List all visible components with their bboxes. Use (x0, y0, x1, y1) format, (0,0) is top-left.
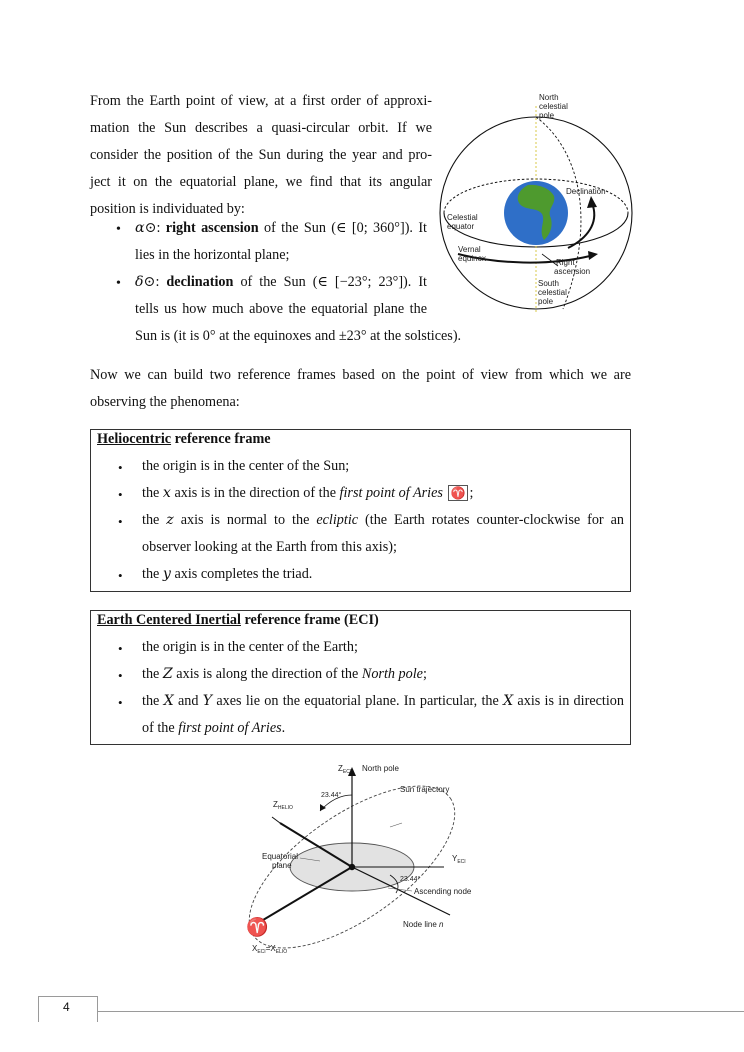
intro-line: consider the position of the Sun during the year and pro- (90, 147, 432, 163)
alpha-symbol: α⊙ (135, 220, 157, 236)
var-Z: Z (162, 666, 173, 682)
title-rest: reference frame (ECI) (240, 612, 379, 628)
label-right-ascension: ascension (554, 267, 591, 276)
label-y-eci: $Y_{ECI}$ (452, 854, 466, 865)
label-sun-trajectory: Sun trajectory (400, 785, 450, 794)
z-helio-axis-tip (272, 817, 280, 823)
label-z-eci: $Z_{ECI}$ (338, 764, 352, 775)
var-X: X (503, 693, 514, 709)
label-ascending-node: Ascending node (414, 887, 472, 896)
em-north-pole: North pole (361, 666, 423, 682)
term-declination: declination (166, 274, 234, 290)
bullet-text: of the Sun (∈ [−23°; 23°]). It (240, 274, 428, 290)
page-number: 4 (63, 1000, 70, 1014)
bullet-dot: • (118, 514, 123, 529)
term-right-ascension: right ascension (165, 220, 259, 236)
label-declination: Declination (566, 187, 606, 196)
bullet-dot: • (118, 460, 123, 475)
footer-rule (98, 1011, 744, 1012)
frames-intro-line: Now we can build two reference frames based on the point of view from which we are (90, 367, 631, 383)
label-celestial-equator: Celestial (447, 213, 478, 222)
aries-icon: ♈ (246, 917, 269, 938)
label-vernal-equinox: equinox (458, 254, 487, 263)
helio-item-x-axis: the x axis is in the direction of the first point of Aries ♈ ; (142, 485, 474, 501)
item-text: observer looking at the Earth from this axis); (142, 539, 397, 555)
helio-item-z-axis: the z axis is normal to the ecliptic (the Earth rotates counter-clockwise for an observer looking at the Earth from this axis); (142, 507, 624, 561)
eci-box (90, 610, 631, 745)
celestial-sphere-figure (438, 88, 634, 314)
label-z-helio: $Z_{HELIO}$ (273, 800, 293, 811)
title-rest: reference frame (171, 431, 271, 447)
bullet-dot: • (118, 668, 123, 683)
label-south-pole: South (538, 279, 559, 288)
eci-item-xy-axes: the X and Y axes lie on the equatorial plane. In particular, the X axis is in direction of the first point of Aries. (142, 693, 624, 736)
label-equatorial-plane: plane (272, 861, 292, 870)
helio-item-origin (142, 453, 624, 480)
bullet-text: tells us how much above the equatorial plane the (135, 301, 427, 317)
label-south-pole: pole (538, 297, 554, 306)
eci-title (97, 612, 379, 629)
colon: : (155, 274, 160, 290)
intro-line: mation the Sun describes a quasi-circular orbit. If we (90, 120, 432, 136)
arrowhead (588, 251, 598, 260)
bullet-dot: • (116, 276, 121, 291)
frames-intro-paragraph (90, 362, 631, 416)
bullet-dot: • (118, 487, 123, 502)
label-celestial-equator: equator (447, 222, 475, 231)
frames-intro-line: observing the phenomena: (90, 394, 240, 410)
var-z: z (166, 512, 174, 528)
label-right-ascension: Right (556, 258, 575, 267)
label-south-pole: celestial (538, 288, 567, 297)
label-north-pole: North pole (362, 764, 399, 773)
label-north-pole: pole (539, 111, 555, 120)
arrowhead (587, 196, 597, 208)
eci-item-origin (142, 634, 624, 661)
var-X: X (163, 693, 174, 709)
label-vernal-equinox: Vernal (458, 245, 481, 254)
bullet-text: Sun is (it is 0° at the equinoxes and ±23° at the solstices). (135, 328, 462, 344)
leader-line (390, 823, 402, 827)
bullet-dot: • (116, 222, 121, 237)
em-ecliptic: ecliptic (316, 512, 359, 528)
origin-dot (349, 864, 355, 870)
label-angle-node: 23.44° (400, 876, 421, 883)
label-angle-top: 23.44° (321, 792, 342, 799)
var-y: y (162, 566, 171, 582)
label-equatorial-plane: Equatorial (262, 852, 299, 861)
label-north-pole: North (539, 93, 559, 102)
eci-item-z-axis: the Z axis is along the direction of the North pole; (142, 666, 427, 682)
arrowhead (320, 804, 326, 811)
ecliptic-eci-figure (240, 755, 486, 963)
title-underlined: Heliocentric (97, 431, 172, 447)
heliocentric-title (97, 431, 271, 448)
label-x-axes: $X_{ECI}=X_{ELIO}$ (252, 944, 288, 955)
helio-item-y-axis: the y axis completes the triad. (142, 566, 313, 582)
colon: : (156, 220, 161, 236)
bullet-dot: • (118, 568, 123, 583)
intro-paragraph (90, 88, 432, 223)
bullet-dot: • (118, 641, 123, 656)
label-node-line: Node line n (403, 920, 444, 929)
bullet-text: of the Sun (∈ [0; 360°]). It (264, 220, 427, 236)
bullet-dot: • (118, 695, 123, 710)
heliocentric-box (90, 429, 631, 592)
delta-symbol: δ⊙ (135, 274, 156, 290)
bullet-right-ascension (135, 215, 427, 269)
var-x: x (162, 485, 171, 501)
intro-line: ject it on the equatorial plane, we find that its angular (90, 174, 432, 190)
em-first-point-of-aries: first point of Aries (178, 720, 282, 736)
label-north-pole: celestial (539, 102, 568, 111)
item-text: the origin is in the center of the Sun; (142, 458, 350, 474)
title-underlined: Earth Centered Inertial (97, 612, 241, 628)
bullet-declination (135, 269, 461, 350)
item-text: the origin is in the center of the Earth; (142, 639, 358, 655)
intro-line: From the Earth point of view, at a first order of approxi- (90, 93, 432, 109)
var-Y: Y (202, 693, 213, 709)
intro-line: position is individuated by: (90, 201, 245, 217)
em-first-point-of-aries: first point of Aries (339, 485, 443, 501)
bullet-text: lies in the horizontal plane; (135, 247, 290, 263)
aries-symbol-icon: ♈ (448, 485, 469, 501)
